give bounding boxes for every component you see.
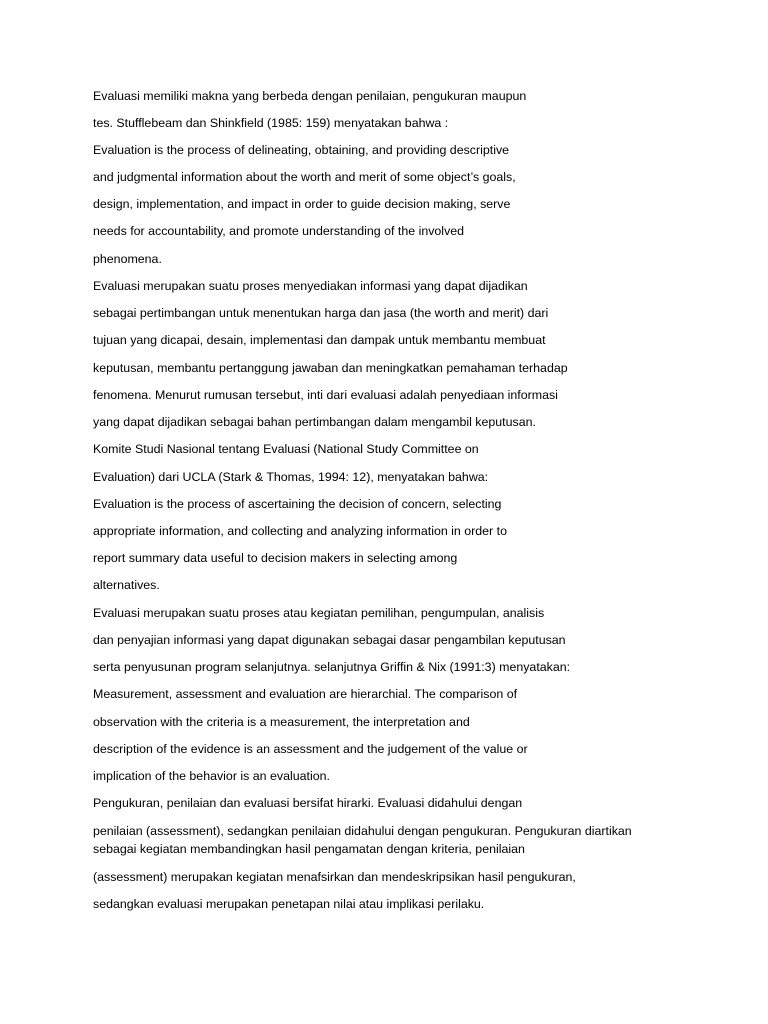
quote-text-line: needs for accountability, and promote understanding of the involved bbox=[93, 224, 465, 238]
quote-text-line: Evaluation is the process of delineating, obtaining, and providing descriptive bbox=[93, 143, 510, 157]
quote-text-line: phenomena. bbox=[93, 252, 162, 266]
body-text-line: serta penyusunan program selanjutnya. selanjutnya Griffin & Nix (1991:3) menyatakan: bbox=[93, 660, 571, 674]
quote-text-line: Measurement, assessment and evaluation are hierarchial. The comparison of bbox=[93, 687, 518, 701]
quote-text-line: design, implementation, and impact in order to guide decision making, serve bbox=[93, 197, 511, 211]
body-text-line: Evaluation) dari UCLA (Stark & Thomas, 1994: 12), menyatakan bahwa: bbox=[93, 470, 489, 484]
body-text-line: yang dapat dijadikan sebagai bahan pertimbangan dalam mengambil keputusan. bbox=[93, 415, 536, 429]
body-text-line: keputusan, membantu pertanggung jawaban dan meningkatkan pemahaman terhadap bbox=[93, 361, 568, 375]
body-text-line: Komite Studi Nasional tentang Evaluasi (National Study Committee on bbox=[93, 442, 479, 456]
body-text-line: tes. Stufflebeam dan Shinkfield (1985: 159) menyatakan bahwa : bbox=[93, 116, 449, 130]
body-text-line: penilaian (assessment), sedangkan penilaian didahului dengan pengukuran. Pengukuran diartikan bbox=[93, 824, 632, 838]
body-text-line: sebagai pertimbangan untuk menentukan harga dan jasa (the worth and merit) dari bbox=[93, 306, 549, 320]
quote-text-line: alternatives. bbox=[93, 578, 160, 592]
body-text-line: sebagai kegiatan membandingkan hasil pengamatan dengan kriteria, penilaian bbox=[93, 842, 525, 856]
body-text-line: Evaluasi merupakan suatu proses menyediakan informasi yang dapat dijadikan bbox=[93, 279, 528, 293]
quote-text-line: appropriate information, and collecting and analyzing information in order to bbox=[93, 524, 507, 538]
quote-text-line: implication of the behavior is an evaluation. bbox=[93, 769, 330, 783]
quote-text-line: and judgmental information about the worth and merit of some object’s goals, bbox=[93, 170, 516, 184]
body-text-line: Evaluasi merupakan suatu proses atau kegiatan pemilihan, pengumpulan, analisis bbox=[93, 606, 545, 620]
quote-text-line: report summary data useful to decision makers in selecting among bbox=[93, 551, 458, 565]
body-text-line: dan penyajian informasi yang dapat digunakan sebagai dasar pengambilan keputusan bbox=[93, 633, 566, 647]
body-text-line: sedangkan evaluasi merupakan penetapan nilai atau implikasi perilaku. bbox=[93, 897, 485, 911]
body-text-line: tujuan yang dicapai, desain, implementasi dan dampak untuk membantu membuat bbox=[93, 333, 546, 347]
quote-text-line: observation with the criteria is a measurement, the interpretation and bbox=[93, 715, 470, 729]
quote-text-line: Evaluation is the process of ascertaining the decision of concern, selecting bbox=[93, 497, 502, 511]
body-text-line: Pengukuran, penilaian dan evaluasi bersifat hirarki. Evaluasi didahului dengan bbox=[93, 796, 523, 810]
quote-text-line: description of the evidence is an assessment and the judgement of the value or bbox=[93, 742, 528, 756]
body-text-line: Evaluasi memiliki makna yang berbeda dengan penilaian, pengukuran maupun bbox=[93, 89, 527, 103]
body-text-line: (assessment) merupakan kegiatan menafsirkan dan mendeskripsikan hasil pengukuran, bbox=[93, 870, 576, 884]
body-text-line: fenomena. Menurut rumusan tersebut, inti dari evaluasi adalah penyediaan informasi bbox=[93, 388, 558, 402]
